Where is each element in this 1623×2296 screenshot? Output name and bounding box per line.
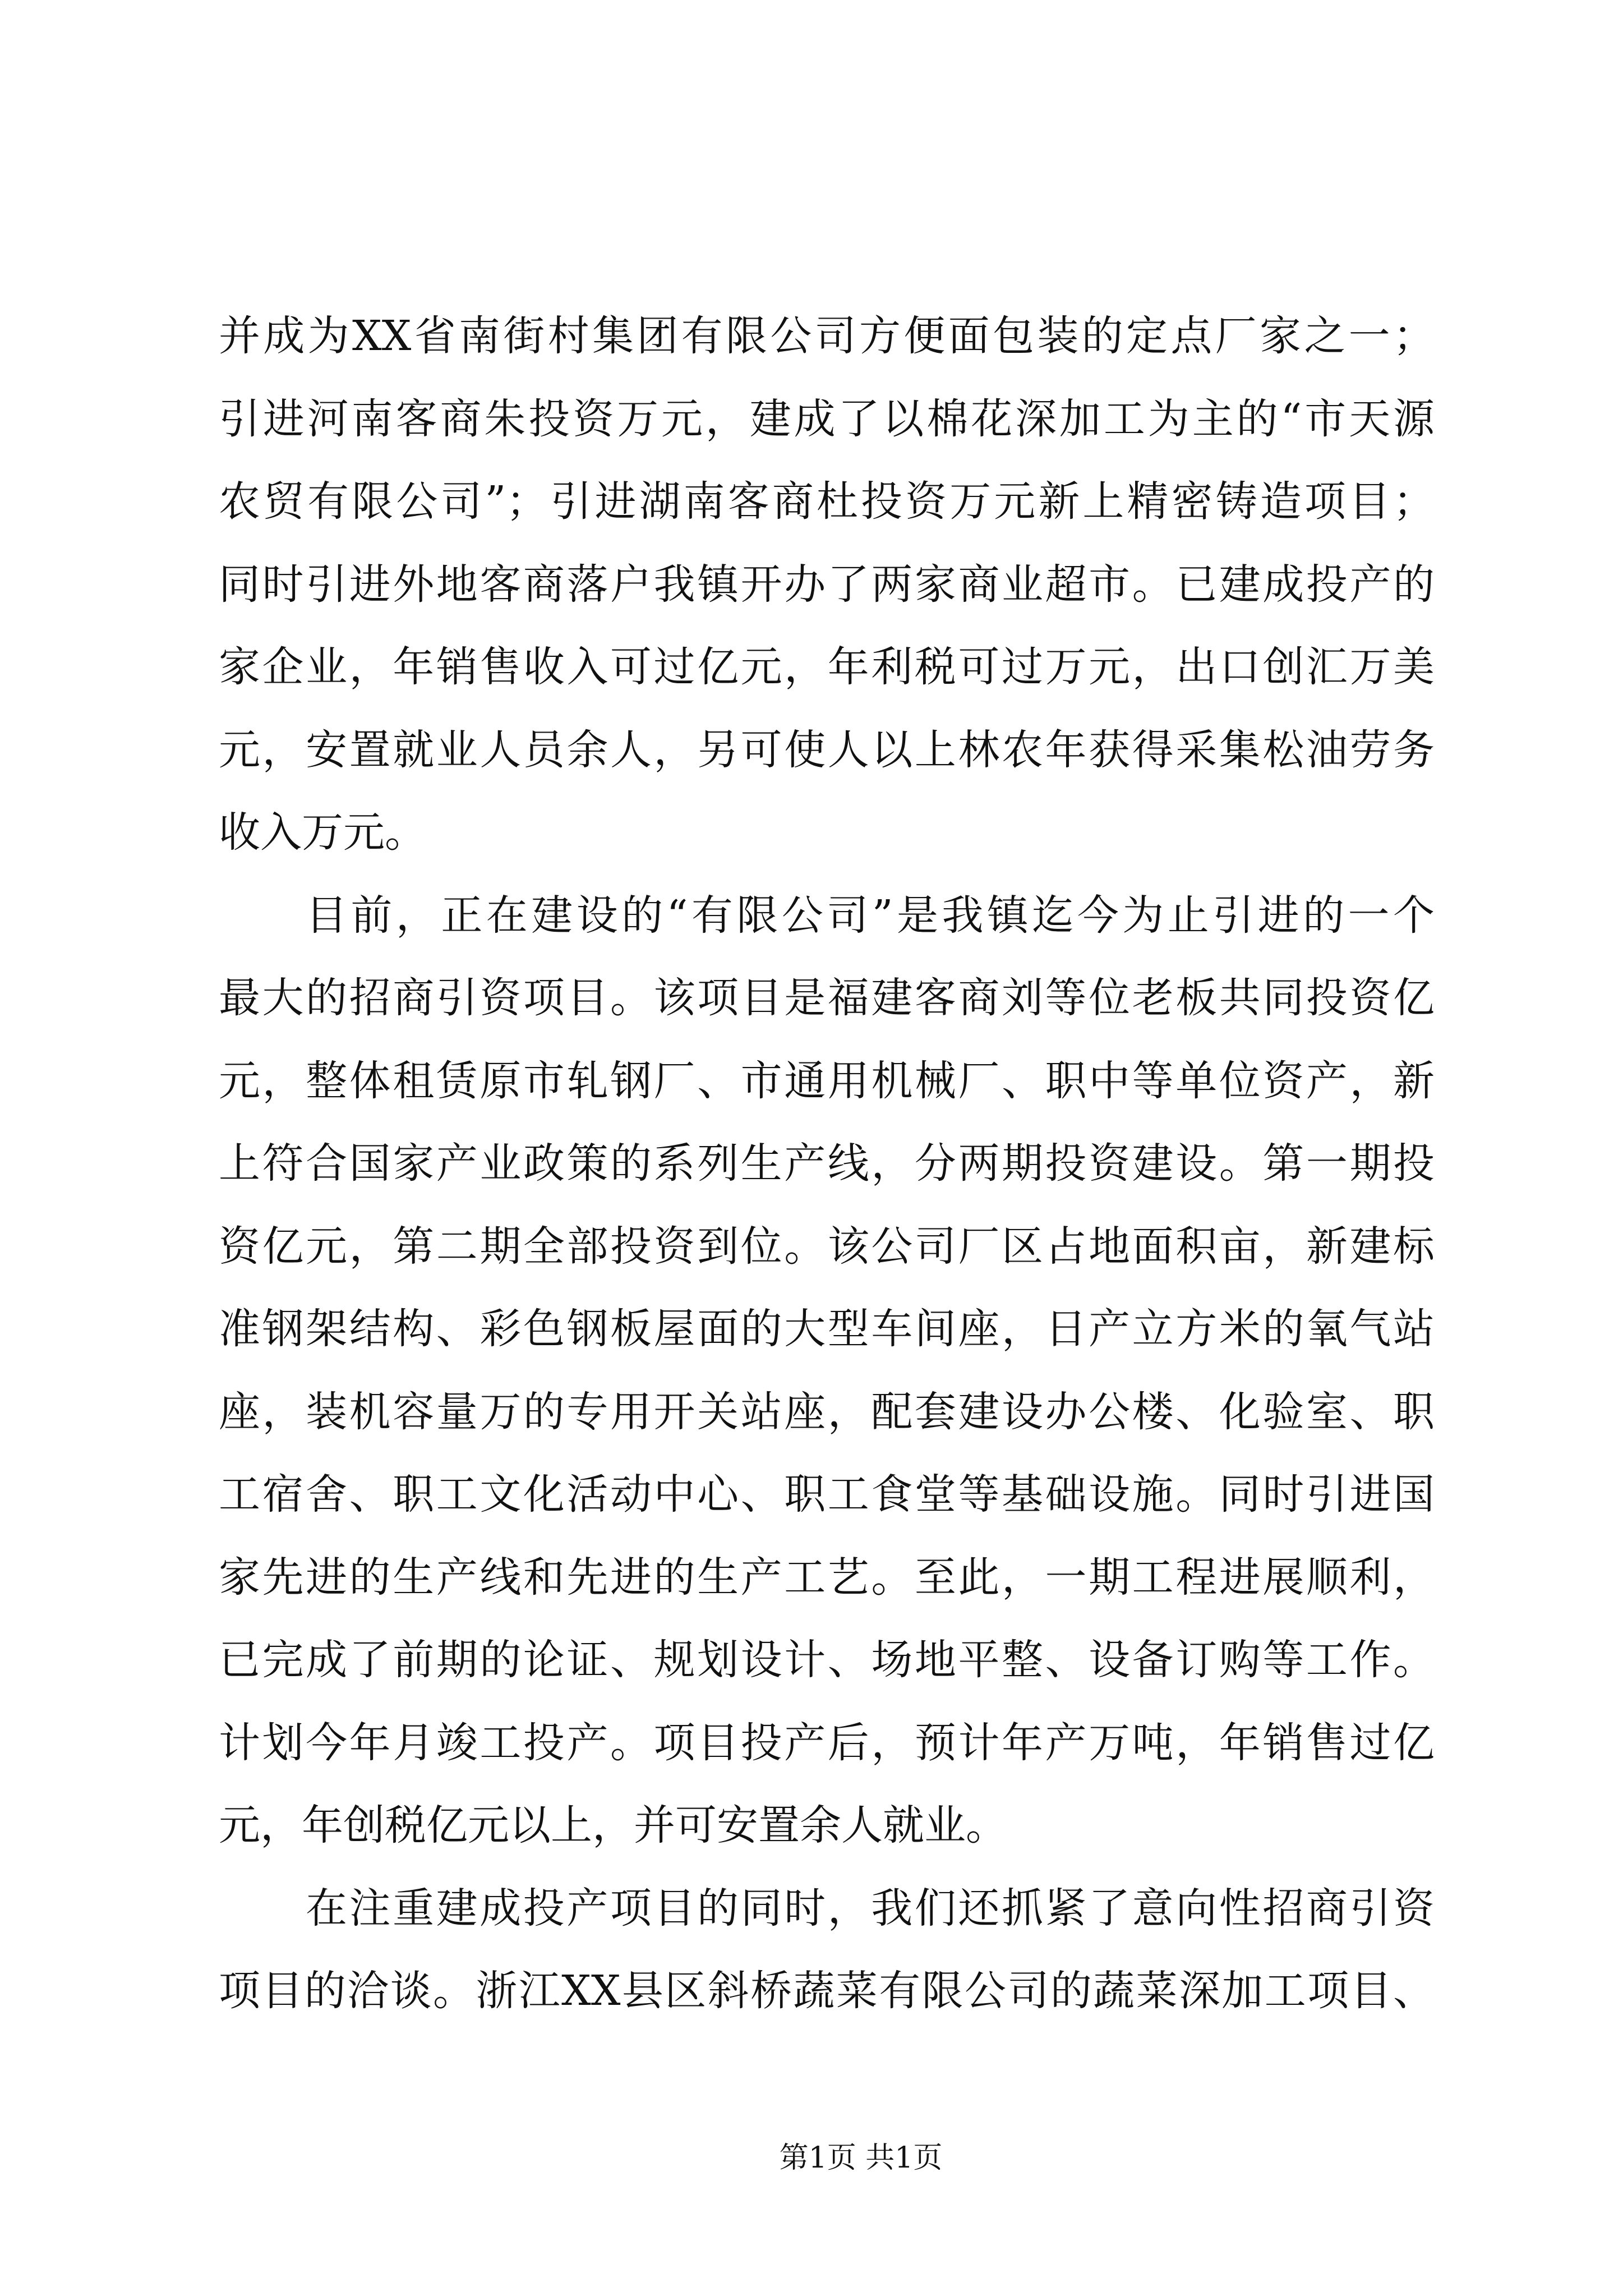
text-line: 资亿元，第二期全部投资到位。该公司厂区占地面积亩，新建标	[219, 1222, 1435, 1271]
text-line: 并成为XX省南街村集团有限公司方便面包装的定点厂家之一；	[219, 312, 1435, 360]
text-line: 引进河南客商朱投资万元，建成了以棉花深加工为主的“市天源	[219, 394, 1435, 443]
document-body	[219, 295, 1435, 2033]
paragraph-first-line: 在注重建成投产项目的同时，我们还抓紧了意向性招商引资	[306, 1884, 1435, 1932]
text-line: 收入万元。	[219, 808, 426, 857]
text-line: 元，安置就业人员余人，另可使人以上林农年获得采集松油劳务	[219, 725, 1435, 774]
text-line: 同时引进外地客商落户我镇开办了两家商业超市。已建成投产的	[219, 560, 1435, 609]
text-line: 最大的招商引资项目。该项目是福建客商刘等位老板共同投资亿	[219, 974, 1435, 1022]
paragraph-first-line: 目前，正在建设的“有限公司”是我镇迄今为止引进的一个	[306, 891, 1435, 940]
text-line: 工宿舍、职工文化活动中心、职工食堂等基础设施。同时引进国	[219, 1470, 1435, 1519]
text-line: 座，装机容量万的专用开关站座，配套建设办公楼、化验室、职	[219, 1387, 1435, 1436]
text-line: 农贸有限公司”；引进湖南客商杜投资万元新上精密铸造项目；	[219, 477, 1435, 526]
text-line: 项目的洽谈。浙江XX县区斜桥蔬菜有限公司的蔬菜深加工项目、	[219, 1967, 1435, 2015]
text-line: 家企业，年销售收入可过亿元，年利税可过万元，出口创汇万美	[219, 643, 1435, 691]
text-line: 计划今年月竣工投产。项目投产后，预计年产万吨，年销售过亿	[219, 1718, 1435, 1767]
text-line: 上符合国家产业政策的系列生产线，分两期投资建设。第一期投	[219, 1139, 1435, 1188]
page-footer: 第1页 共1页	[779, 2141, 943, 2175]
text-line: 元，年创税亿元以上，并可安置余人就业。	[219, 1801, 1007, 1849]
text-line: 家先进的生产线和先进的生产工艺。至此，一期工程进展顺利，	[219, 1553, 1435, 1602]
text-line: 元，整体租赁原市轧钢厂、市通用机械厂、职中等单位资产，新	[219, 1056, 1435, 1105]
text-line: 准钢架结构、彩色钢板屋面的大型车间座，日产立方米的氧气站	[219, 1305, 1435, 1353]
text-line: 已完成了前期的论证、规划设计、场地平整、设备订购等工作。	[219, 1636, 1435, 1684]
